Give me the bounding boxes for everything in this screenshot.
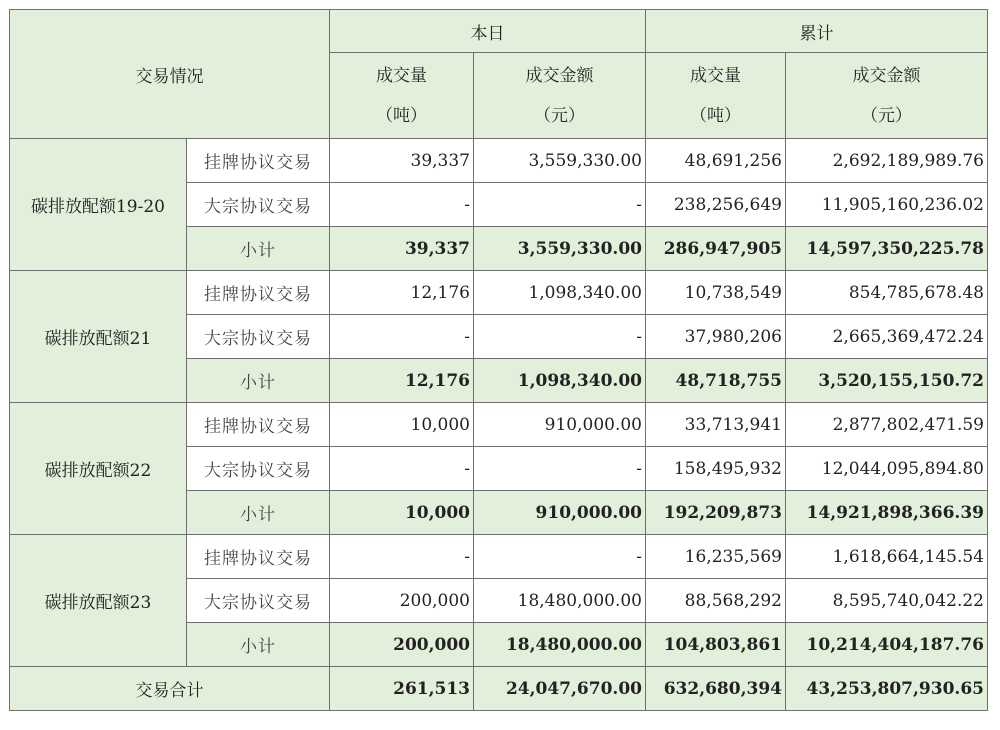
group-name-cell: 碳排放配额21 [10,271,187,403]
day-volume-cell: 10,000 [330,403,474,447]
cumulative-volume-cell: 48,718,755 [646,359,786,403]
trade-type-cell: 大宗协议交易 [187,447,330,491]
grand-total-label-cell: 交易合计 [10,667,330,711]
grand-total-cumulative-volume-cell: 632,680,394 [646,667,786,711]
cumulative-amount-cell: 2,692,189,989.76 [786,139,988,183]
day-volume-cell: - [330,315,474,359]
cumulative-amount-unit: （元） [861,105,912,126]
group-name-cell: 碳排放配额22 [10,403,187,535]
cumulative-volume-cell: 10,738,549 [646,271,786,315]
day-amount-cell: 910,000.00 [474,403,646,447]
today-volume-unit: （吨） [376,105,427,126]
grand-total-cumulative-amount-cell: 43,253,807,930.65 [786,667,988,711]
day-amount-cell: 1,098,340.00 [474,359,646,403]
day-amount-cell: 3,559,330.00 [474,139,646,183]
cumulative-volume-label: 成交量 [690,65,741,86]
trading-summary-table [9,9,988,711]
cumulative-amount-cell: 12,044,095,894.80 [786,447,988,491]
cumulative-volume-cell: 33,713,941 [646,403,786,447]
trade-type-cell: 大宗协议交易 [187,579,330,623]
trade-type-cell: 大宗协议交易 [187,183,330,227]
cumulative-amount-cell: 14,597,350,225.78 [786,227,988,271]
trade-type-cell: 小计 [187,227,330,271]
day-volume-cell: - [330,447,474,491]
cumulative-volume-cell: 88,568,292 [646,579,786,623]
cumulative-amount-cell: 2,665,369,472.24 [786,315,988,359]
day-volume-cell: 12,176 [330,359,474,403]
day-volume-cell: 39,337 [330,227,474,271]
cumulative-amount-cell: 8,595,740,042.22 [786,579,988,623]
cumulative-volume-cell: 158,495,932 [646,447,786,491]
cumulative-amount-cell: 1,618,664,145.54 [786,535,988,579]
day-amount-cell: - [474,447,646,491]
grand-total-day-amount-cell: 24,047,670.00 [474,667,646,711]
trade-type-cell: 挂牌协议交易 [187,403,330,447]
cumulative-volume-cell: 286,947,905 [646,227,786,271]
table-row [10,271,988,315]
trade-type-cell: 挂牌协议交易 [187,535,330,579]
cumulative-amount-label: 成交金额 [852,65,921,86]
day-amount-cell: 18,480,000.00 [474,579,646,623]
cumulative-volume-unit: （吨） [690,105,741,126]
day-amount-cell: - [474,183,646,227]
day-volume-cell: - [330,183,474,227]
cumulative-volume-cell: 37,980,206 [646,315,786,359]
cumulative-volume-cell: 192,209,873 [646,491,786,535]
cumulative-amount-cell: 11,905,160,236.02 [786,183,988,227]
trade-type-cell: 小计 [187,491,330,535]
cumulative-volume-cell: 104,803,861 [646,623,786,667]
day-volume-cell: 10,000 [330,491,474,535]
header-row-1 [10,10,988,53]
today-volume-header [330,53,474,139]
today-volume-label: 成交量 [376,65,427,86]
day-amount-cell: - [474,315,646,359]
trade-type-cell: 小计 [187,623,330,667]
cumulative-amount-cell: 854,785,678.48 [786,271,988,315]
day-volume-cell: 39,337 [330,139,474,183]
cumulative-volume-header [646,53,786,139]
day-volume-cell: 12,176 [330,271,474,315]
cumulative-amount-header [786,53,988,139]
table-row [10,139,988,183]
day-amount-cell: 910,000.00 [474,491,646,535]
trade-type-cell: 小计 [187,359,330,403]
cumulative-volume-cell: 238,256,649 [646,183,786,227]
trade-type-cell: 大宗协议交易 [187,315,330,359]
grand-total-row [10,667,988,711]
day-amount-cell: 3,559,330.00 [474,227,646,271]
day-volume-cell: - [330,535,474,579]
cumulative-amount-cell: 3,520,155,150.72 [786,359,988,403]
table-row [10,403,988,447]
cumulative-amount-cell: 14,921,898,366.39 [786,491,988,535]
day-volume-cell: 200,000 [330,623,474,667]
today-amount-header [474,53,646,139]
cumulative-amount-cell: 10,214,404,187.76 [786,623,988,667]
trade-type-cell: 挂牌协议交易 [187,271,330,315]
grand-total-day-volume-cell: 261,513 [330,667,474,711]
trading-summary-table-wrapper [9,9,988,711]
day-volume-cell: 200,000 [330,579,474,623]
day-amount-cell: 18,480,000.00 [474,623,646,667]
day-amount-cell: 1,098,340.00 [474,271,646,315]
group-name-cell: 碳排放配额19-20 [10,139,187,271]
cumulative-volume-cell: 16,235,569 [646,535,786,579]
corner-header-cell: 交易情况 [10,10,330,139]
today-amount-unit: （元） [534,105,585,126]
table-body [10,10,988,711]
cumulative-amount-cell: 2,877,802,471.59 [786,403,988,447]
today-header-cell: 本日 [330,10,646,53]
trade-type-cell: 挂牌协议交易 [187,139,330,183]
today-amount-label: 成交金额 [525,65,594,86]
table-row [10,535,988,579]
group-name-cell: 碳排放配额23 [10,535,187,667]
cumulative-volume-cell: 48,691,256 [646,139,786,183]
day-amount-cell: - [474,535,646,579]
cumulative-header-cell: 累计 [646,10,988,53]
